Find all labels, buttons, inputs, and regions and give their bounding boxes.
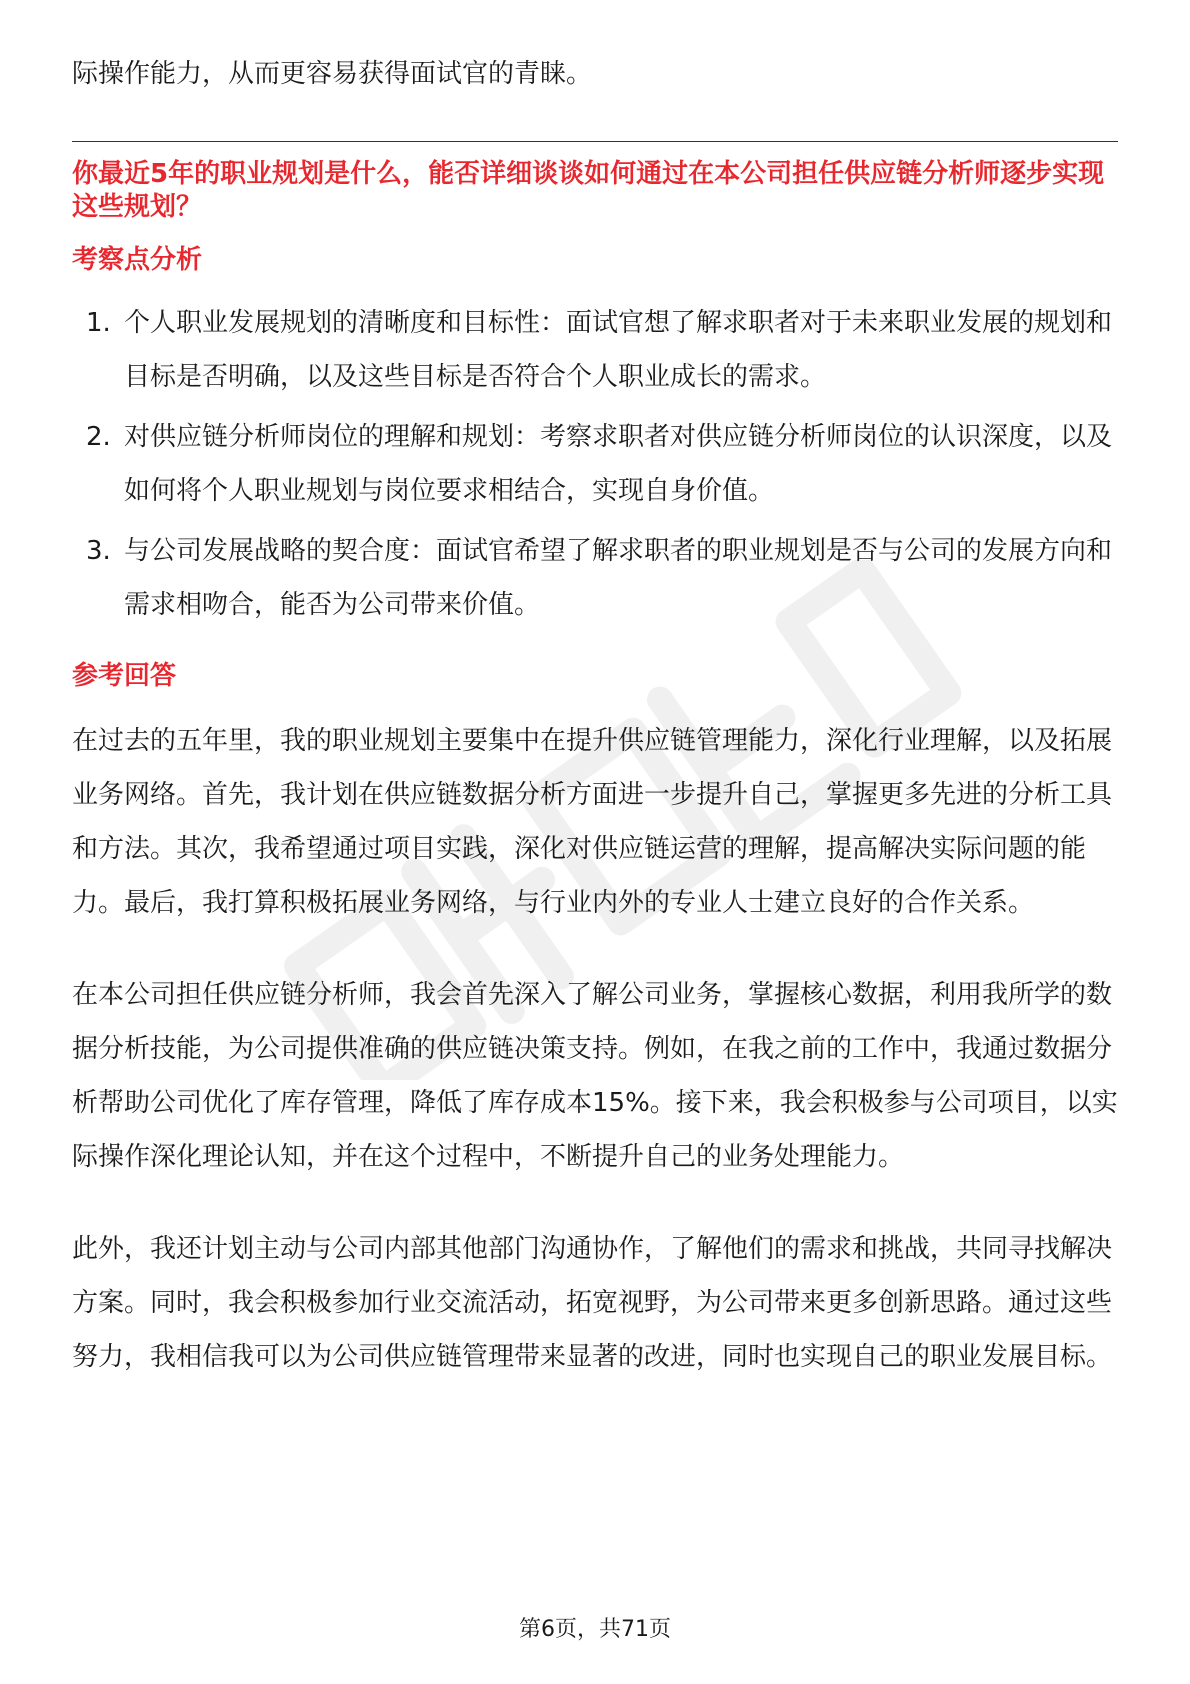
list-item-text: 个人职业发展规划的清晰度和目标性：面试官想了解求职者对于未来职业发展的规划和目标是否明确，以及这些目标是否符合个人职业成长的需求。	[124, 308, 1113, 392]
answer-paragraph: 此外，我还计划主动与公司内部其他部门沟通协作，了解他们的需求和挑战，共同寻找解决方案。同时，我会积极参加行业交流活动，拓宽视野，为公司带来更多创新思路。通过这些努力，我相信我可以为公司供应链管理带来显著的改进，同时也实现自己的职业发展目标。	[72, 1234, 1113, 1372]
list-item-number: 3.	[86, 536, 111, 566]
page-number-footer: 第6页，共71页	[519, 1617, 671, 1642]
list-item-text: 对供应链分析师岗位的理解和规划：考察求职者对供应链分析师岗位的认识深度，以及如何将个人职业规划与岗位要求相结合，实现自身价值。	[124, 422, 1113, 506]
analysis-heading: 考察点分析	[72, 245, 203, 275]
list-item-number: 2.	[86, 422, 111, 452]
analysis-list	[72, 296, 1118, 632]
list-item-number: 1.	[86, 308, 111, 338]
list-item	[72, 296, 1118, 404]
intro-text: 际操作能力，从而更容易获得面试官的青睐。	[72, 59, 593, 89]
question-title: 你最近5年的职业规划是什么，能否详细谈谈如何通过在本公司担任供应链分析师逐步实现这些规划？	[72, 159, 1105, 222]
list-item	[72, 410, 1118, 518]
page-content	[72, 48, 1118, 1422]
answer-paragraph: 在本公司担任供应链分析师，我会首先深入了解公司业务，掌握核心数据，利用我所学的数据分析技能，为公司提供准确的供应链决策支持。例如，在我之前的工作中，我通过数据分析帮助公司优化了库存管理，降低了库存成本15%。接下来，我会积极参与公司项目，以实际操作深化理论认知，并在这个过程中，不断提升自己的业务处理能力。	[72, 980, 1118, 1172]
answer-paragraph: 在过去的五年里，我的职业规划主要集中在提升供应链管理能力，深化行业理解，以及拓展业务网络。首先，我计划在供应链数据分析方面进一步提升自己，掌握更多先进的分析工具和方法。其次，我希望通过项目实践，深化对供应链运营的理解，提高解决实际问题的能力。最后，我打算积极拓展业务网络，与行业内外的专业人士建立良好的合作关系。	[72, 726, 1113, 918]
section-divider	[72, 141, 1118, 142]
list-item-text: 与公司发展战略的契合度：面试官希望了解求职者的职业规划是否与公司的发展方向和需求相吻合，能否为公司带来价值。	[124, 536, 1113, 620]
answer-heading: 参考回答	[72, 661, 177, 691]
list-item	[72, 524, 1118, 632]
